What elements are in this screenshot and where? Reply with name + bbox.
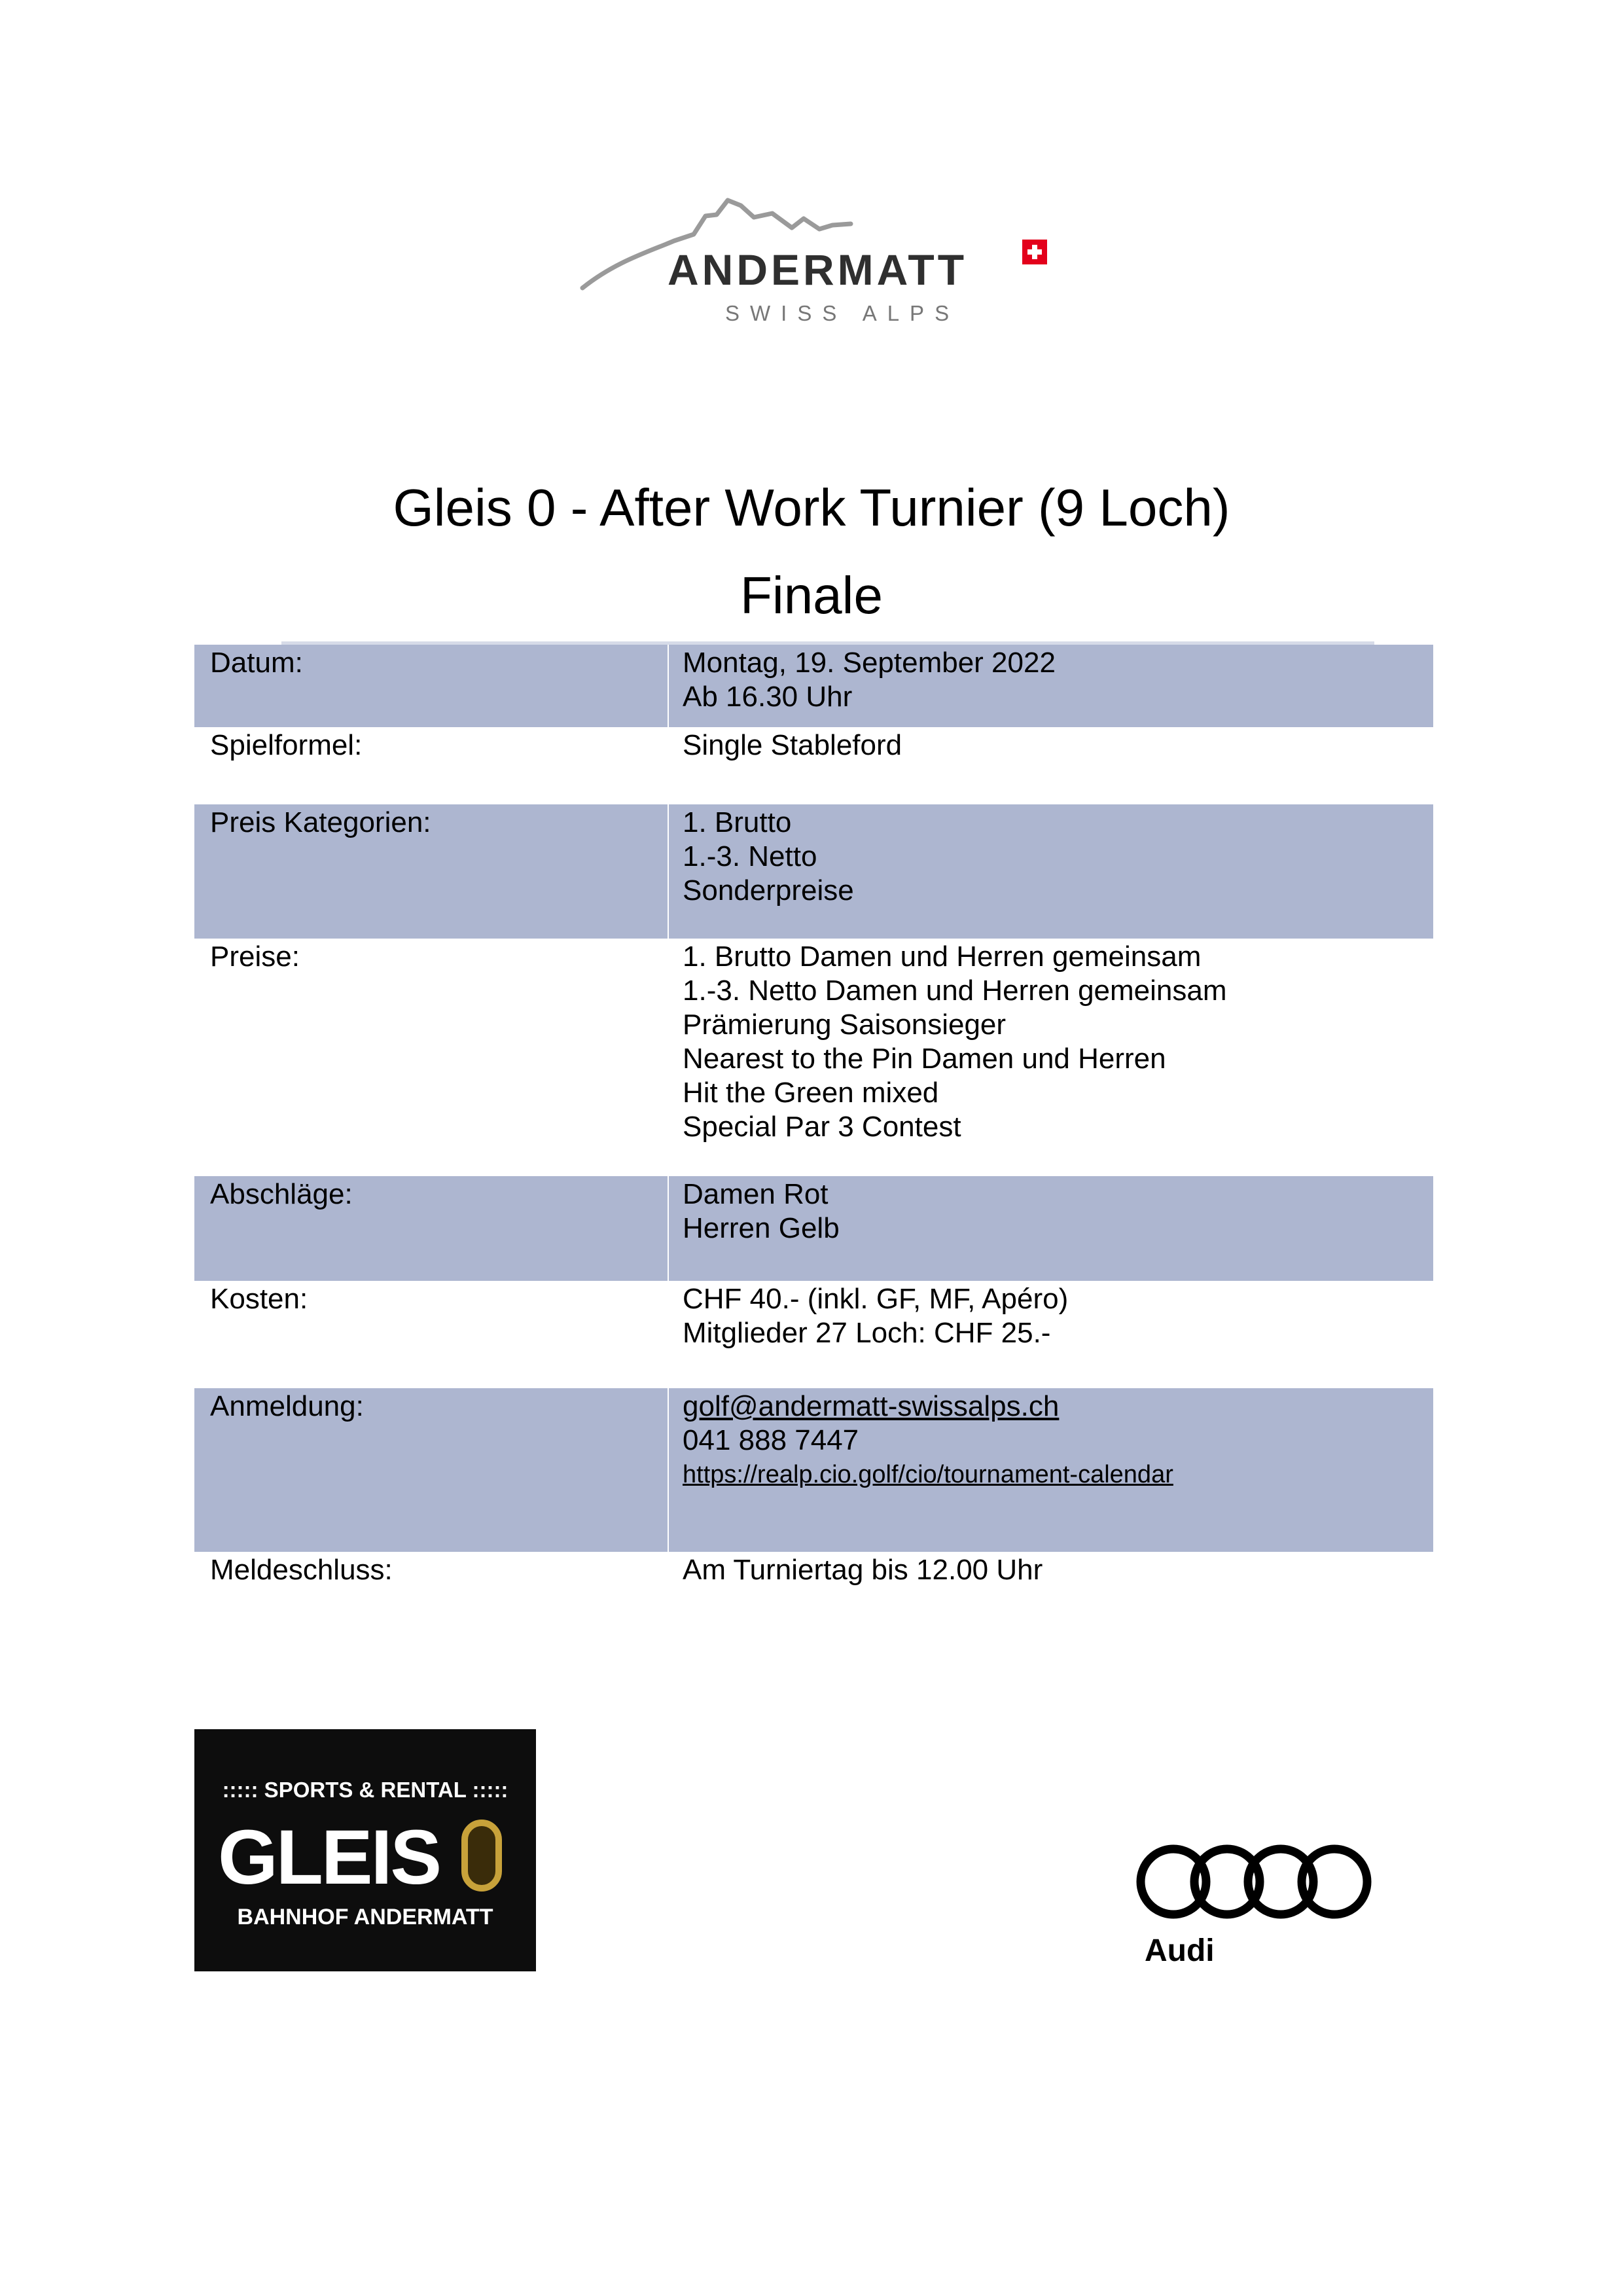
tournament-calendar-link[interactable]: https://realp.cio.golf/cio/tournament-calendar [683,1461,1173,1488]
value-line: Am Turniertag bis 12.00 Uhr [683,1554,1043,1586]
value-line: CHF 40.- (inkl. GF, MF, Apéro) [683,1283,1069,1315]
email-link[interactable]: golf@andermatt-swissalps.ch [683,1390,1060,1422]
value-line: Ab 16.30 Uhr [683,681,853,713]
row-label: Datum: [210,647,303,679]
value-line: Sonderpreise [683,874,854,906]
value-line: Prämierung Saisonsieger [683,1009,1007,1041]
value-line: 1.-3. Netto Damen und Herren gemeinsam [683,975,1227,1007]
audi-wordmark: Audi [1145,1933,1215,1968]
column-divider [668,1388,669,1552]
row-value [683,1177,840,1246]
value-line: Herren Gelb [683,1212,840,1244]
table-row-datum [194,645,1433,727]
table-row-anmeldung [194,1388,1433,1552]
audi-logo [1129,1836,1378,1986]
page-title: Gleis 0 - After Work Turnier (9 Loch) [393,478,1230,537]
table-row-meldeschluss [194,1552,1433,1617]
info-table [194,645,1433,1617]
value-line: Mitglieder 27 Loch: CHF 25.- [683,1317,1051,1349]
value-line: 1. Brutto [683,806,792,838]
value-line: Damen Rot [683,1178,829,1210]
column-divider [668,804,669,939]
page-subtitle: Finale [740,566,883,624]
row-value [683,728,902,762]
table-row-kosten [194,1281,1433,1388]
value-line: Montag, 19. September 2022 [683,647,1056,679]
row-value [683,1282,1068,1350]
row-label: Anmeldung: [210,1390,364,1422]
phone-number: 041 888 7447 [683,1424,859,1456]
row-value [683,806,854,908]
value-line: 1. Brutto Damen und Herren gemeinsam [683,941,1202,973]
row-value [683,1553,1043,1587]
swiss-flag-icon [1022,240,1047,264]
gleis-place: BAHNHOF ANDERMATT [237,1905,493,1929]
row-label: Preis Kategorien: [210,806,431,838]
column-divider [668,1176,669,1281]
brand-tagline: SWISS ALPS [725,301,960,325]
gleis-name: GLEIS [218,1814,440,1901]
value-line: Single Stableford [683,729,902,761]
table-row-spielformel [194,727,1433,804]
row-value [683,646,1056,714]
row-label: Preise: [210,941,300,973]
brand-name: ANDERMATT [668,245,968,294]
table-row-preis-kategorien [194,804,1433,939]
audi-rings-icon [1129,1836,1378,1928]
row-label: Kosten: [210,1283,308,1315]
gleis-tagline: ::::: SPORTS & RENTAL ::::: [222,1778,508,1802]
andermatt-logo [576,190,1060,334]
table-row-preise [194,939,1433,1176]
row-label: Meldeschluss: [210,1554,393,1586]
column-divider [668,645,669,727]
gleis-logo [194,1729,536,1971]
row-value [683,1390,1173,1492]
value-line: Nearest to the Pin Damen und Herren [683,1043,1166,1075]
row-label: Abschläge: [210,1178,353,1210]
value-line: 1.-3. Netto [683,840,817,872]
row-value [683,940,1227,1144]
row-label: Spielformel: [210,729,363,761]
gleis-zero-icon [461,1820,502,1892]
table-row-abschlaege [194,1176,1433,1281]
value-line: Hit the Green mixed [683,1077,939,1109]
value-line: Special Par 3 Contest [683,1111,961,1143]
